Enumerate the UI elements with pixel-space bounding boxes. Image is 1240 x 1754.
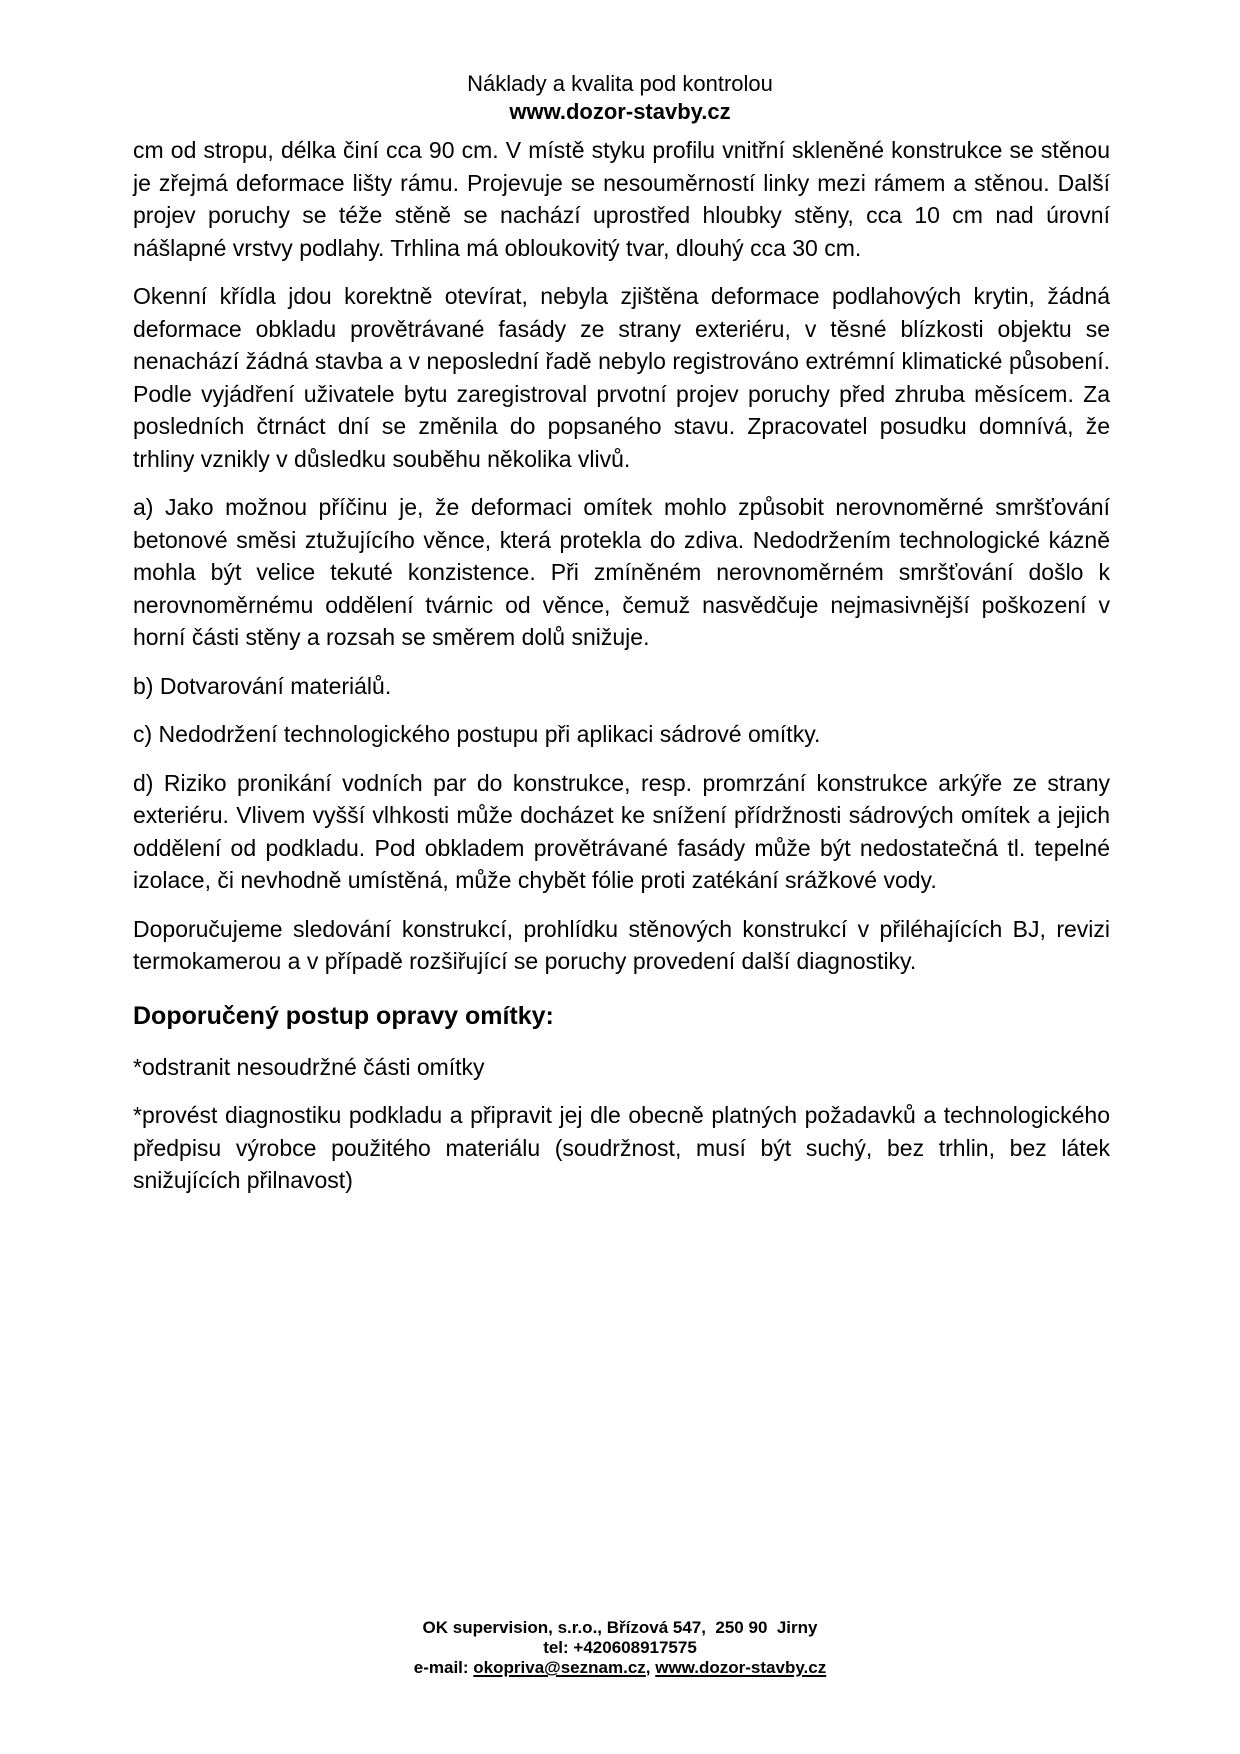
header-tagline: Náklady a kvalita pod kontrolou <box>467 71 773 96</box>
footer-phone: tel: +420608917575 <box>543 1638 697 1657</box>
document-header <box>0 70 1240 126</box>
footer-company-address: OK supervision, s.r.o., Břízová 547, 250 90 Jirny <box>422 1618 818 1637</box>
footer-email-line <box>0 1658 1240 1678</box>
footer-email-label: e-mail: <box>413 1658 474 1677</box>
paragraph-recommendation: Doporučujeme sledování konstrukcí, prohlídku stěnových konstrukcí v přiléhajících BJ, revizi termokamerou a v případě rozšiřující se poruchy provedení další diagnostiky. <box>133 915 1110 974</box>
repair-step-1: *odstranit nesoudržné části omítky <box>133 1053 485 1080</box>
paragraph-cause-b: b) Dotvarování materiálů. <box>133 672 392 699</box>
footer-website-link[interactable]: www.dozor-stavby.cz <box>655 1658 827 1677</box>
repair-step-2: *provést diagnostiku podkladu a připravit jej dle obecně platných požadavků a technologického předpisu výrobce použitého materiálu (soudržnost, musí být suchý, bez trhlin, bez látek snižujících přilnavost) <box>133 1102 1110 1193</box>
footer-email-link[interactable]: okopriva@seznam.cz <box>473 1658 646 1677</box>
header-website: www.dozor-stavby.cz <box>509 99 731 124</box>
document-body <box>133 134 1110 1213</box>
section-heading-repair-procedure: Doporučený postup opravy omítky: <box>133 1001 554 1030</box>
paragraph-cause-a: a) Jako možnou příčinu je, že deformaci omítek mohlo způsobit nerovnoměrné smršťování betonové směsi ztužujícího věnce, která protekla do zdiva. Nedodržením technologické kázně mohla být velice tekuté konzistence. Při zmíněném nerovnoměrném smršťování došlo k nerovnoměrnému oddělení tvárnic od věnce, čemuž nasvědčuje nejmasivnější poškození v horní části stěny a rozsah se směrem dolů snižuje. <box>133 494 1110 650</box>
paragraph-crack-description: cm od stropu, délka činí cca 90 cm. V místě styku profilu vnitřní skleněné konstrukce se stěnou je zřejmá deformace lišty rámu. Projevuje se nesouměrností linky mezi rámem a stěnou. Další projev poruchy se téže stěně se nachází uprostřed hloubky stěny, cca 10 cm nad úrovní nášlapné vrstvy podlahy. Trhlina má obloukovitý tvar, dlouhý cca 30 cm. <box>133 137 1110 261</box>
paragraph-cause-d: d) Riziko pronikání vodních par do konstrukce, resp. promrzání konstrukce arkýře ze strany exteriéru. Vlivem vyšší vlhkosti může docházet ke snížení přídržnosti sádrových omítek a jejich oddělení od podkladu. Pod obkladem provětrávané fasády může být nedostatečná tl. tepelné izolace, či nevhodně umístěná, může chybět fólie proti zatékání srážkové vody. <box>133 769 1110 893</box>
paragraph-inspection-findings: Okenní křídla jdou korektně otevírat, nebyla zjištěna deformace podlahových krytin, žádná deformace obkladu provětrávané fasády ze strany exteriéru, v těsné blízkosti objektu se nenachází žádná stavba a v neposlední řadě nebylo registrováno extrémní klimatické působení. Podle vyjádření uživatele bytu zaregistroval prvotní projev poruchy před zhruba měsícem. Za posledních čtrnáct dní se změnila do popsaného stavu. Zpracovatel posudku domnívá, že trhliny vznikly v důsledku souběhu několika vlivů. <box>133 283 1110 472</box>
footer-link-separator: , <box>645 1658 656 1677</box>
document-footer <box>0 1618 1240 1678</box>
paragraph-cause-c: c) Nedodržení technologického postupu při aplikaci sádrové omítky. <box>133 721 821 747</box>
